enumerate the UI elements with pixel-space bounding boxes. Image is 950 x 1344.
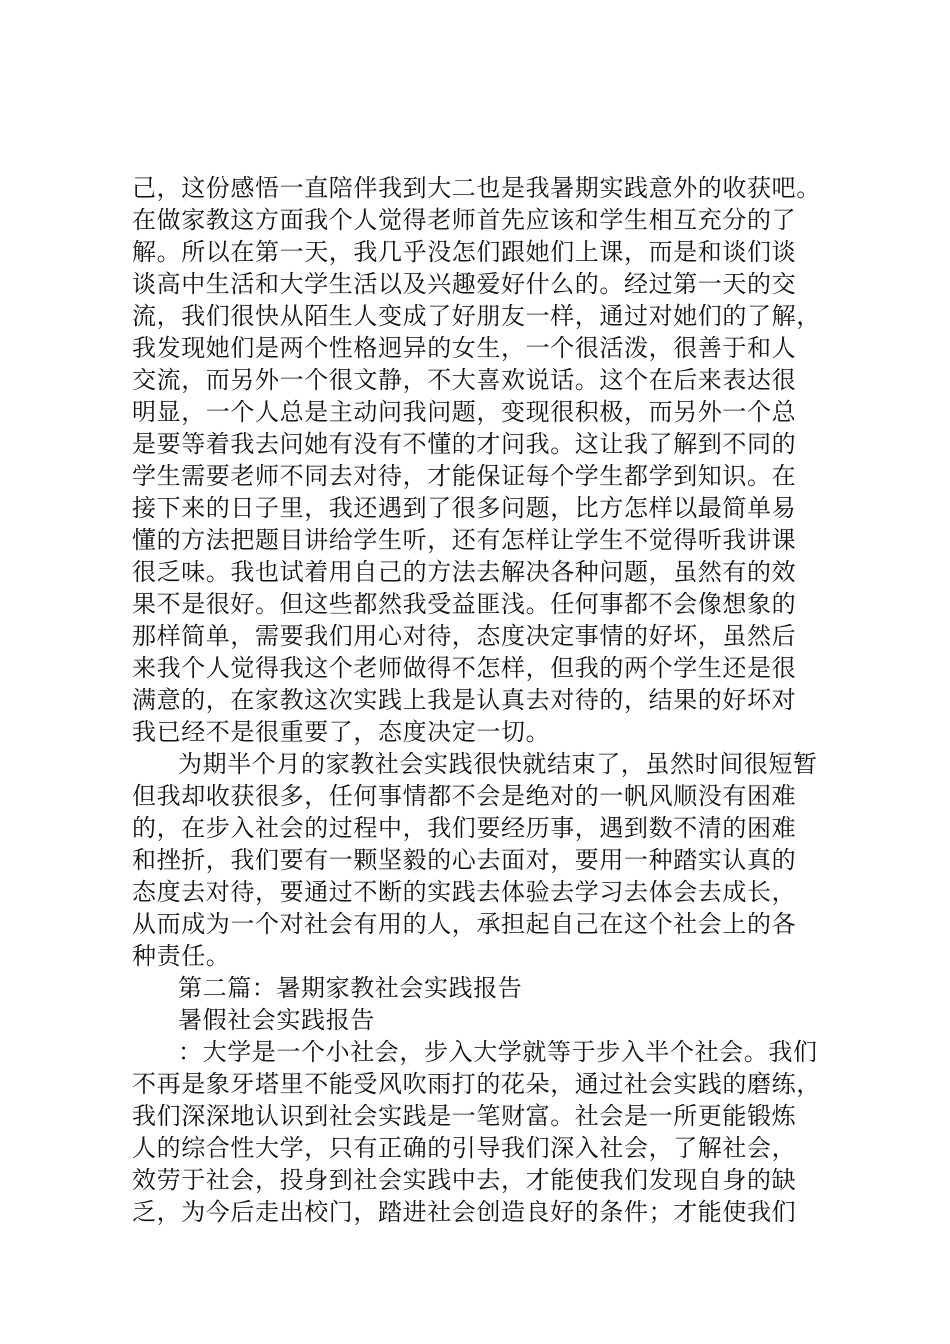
text-line: 的，在步入社会的过程中，我们要经历事，遇到数不清的困难 <box>132 814 797 842</box>
text-line: 满意的，在家教这次实践上我是认真去对待的，结果的好坏对 <box>132 686 797 714</box>
text-line: 种责任。 <box>132 942 231 970</box>
text-line: 我已经不是很重要了，态度决定一切。 <box>132 718 551 746</box>
text-line: 在做家教这方面我个人觉得老师首先应该和学生相互充分的了 <box>132 206 797 234</box>
text-line: 和挫折，我们要有一颗坚毅的心去面对，要用一种踏实认真的 <box>132 846 797 874</box>
text-line: 我发现她们是两个性格迥异的女生，一个很活泼，很善于和人 <box>132 334 797 362</box>
text-line: 效劳于社会，投身到社会实践中去，才能使我们发现自身的缺 <box>132 1166 797 1194</box>
text-line: 那样简单，需要我们用心对待，态度决定事情的好坏，虽然后 <box>132 622 797 650</box>
text-line: 但我却收获很多，任何事情都不会是绝对的一帆风顺没有困难 <box>132 782 797 810</box>
text-line: 是要等着我去问她有没有不懂的才问我。这让我了解到不同的 <box>132 430 797 458</box>
text-line: 谈高中生活和大学生活以及兴趣爱好什么的。经过第一天的交 <box>132 270 797 298</box>
paragraph-start-line: ：大学是一个小社会，步入大学就等于步入半个社会。我们 <box>178 1038 818 1066</box>
text-line: 解。所以在第一天，我几乎没怎们跟她们上课，而是和谈们谈 <box>132 238 797 266</box>
section-heading: 第二篇：暑期家教社会实践报告 <box>178 974 523 1002</box>
section-subheading: 暑假社会实践报告 <box>178 1006 375 1034</box>
text-line: 来我个人觉得我这个老师做得不怎样，但我的两个学生还是很 <box>132 654 797 682</box>
text-line: 接下来的日子里，我还遇到了很多问题，比方怎样以最简单易 <box>132 494 797 522</box>
text-line: 不再是象牙塔里不能受风吹雨打的花朵，通过社会实践的磨练， <box>132 1070 821 1098</box>
text-line: 学生需要老师不同去对待，才能保证每个学生都学到知识。在 <box>132 462 797 490</box>
text-line: 我们深深地认识到社会实践是一笔财富。社会是一所更能锻炼 <box>132 1102 797 1130</box>
paragraph-start-line: 为期半个月的家教社会实践很快就结束了，虽然时间很短暂 <box>178 750 818 778</box>
text-line: 交流，而另外一个很文静，不大喜欢说话。这个在后来表达很 <box>132 366 797 394</box>
text-line: 人的综合性大学，只有正确的引导我们深入社会，了解社会， <box>132 1134 797 1162</box>
text-line: 很乏味。我也试着用自己的方法去解决各种问题，虽然有的效 <box>132 558 797 586</box>
text-line: 懂的方法把题目讲给学生听，还有怎样让学生不觉得听我讲课 <box>132 526 797 554</box>
text-line: 己，这份感悟一直陪伴我到大二也是我暑期实践意外的收获吧。 <box>132 174 821 202</box>
text-line: 果不是很好。但这些都然我受益匪浅。任何事都不会像想象的 <box>132 590 797 618</box>
text-line: 明显，一个人总是主动问我问题，变现很积极，而另外一个总 <box>132 398 797 426</box>
text-line: 乏，为今后走出校门，踏进社会创造良好的条件；才能使我们 <box>132 1198 797 1226</box>
text-line: 从而成为一个对社会有用的人，承担起自己在这个社会上的各 <box>132 910 797 938</box>
text-line: 态度去对待，要通过不断的实践去体验去学习去体会去成长， <box>132 878 797 906</box>
document-body <box>132 172 832 1228</box>
text-line: 流，我们很快从陌生人变成了好朋友一样，通过对她们的了解， <box>132 302 821 330</box>
